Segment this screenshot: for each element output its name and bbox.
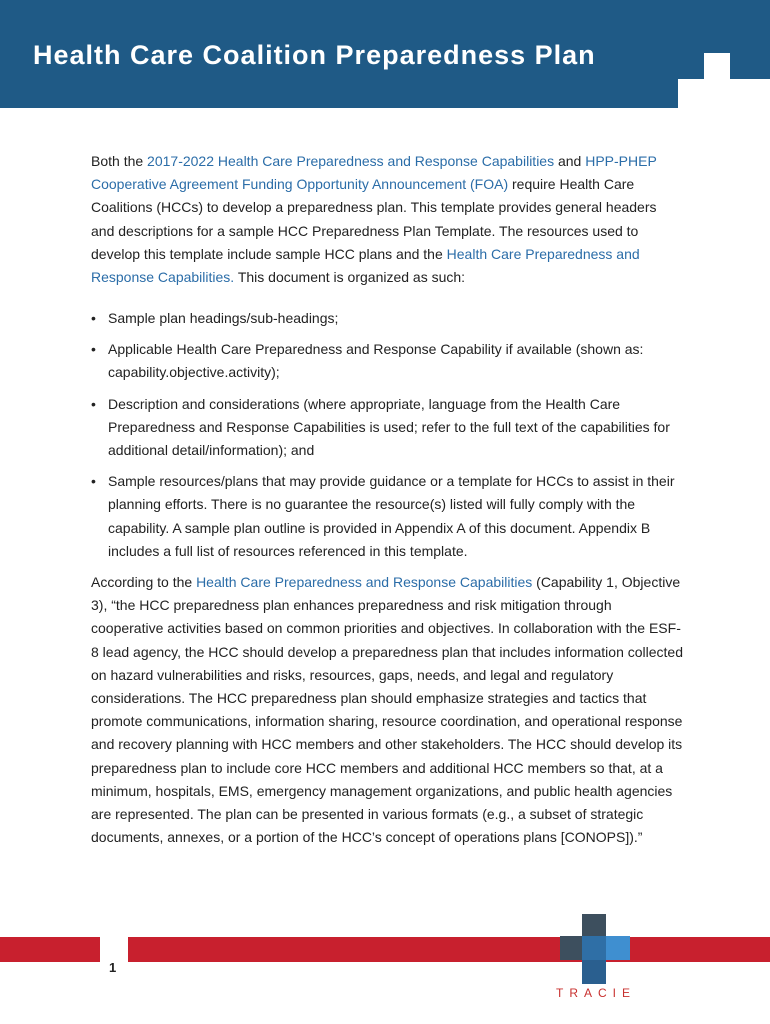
bullet-list bbox=[91, 307, 683, 563]
intro-paragraph: Both the 2017-2022 Health Care Preparedness and Response Capabilities and HPP-PHEP Cooperative Agreement Funding Opportunity Announcement (FOA) require Health Care Coalitions (HCCs) to develop a preparedness plan. This template provides general headers and descriptions for a sample HCC Preparedness Plan Template. The resources used to develop this template include sample HCC plans and the Health Care Preparedness and Response Capabilities. This document is organized as such: bbox=[91, 153, 657, 286]
header-cross-shape-horizontal bbox=[678, 79, 770, 108]
document-title: Health Care Coalition Preparedness Plan bbox=[33, 40, 596, 70]
list-item: • Sample resources/plans that may provide guidance or a template for HCCs to assist in their planning efforts. There is no guarantee the resource(s) listed will fully comply with the capability. A sample plan outline is provided in Appendix A of this document. Appendix B includes a full list of resources referenced in this template. bbox=[91, 470, 683, 563]
bullet-icon: • bbox=[91, 310, 96, 326]
footer-band bbox=[0, 937, 770, 962]
list-item: • Description and considerations (where appropriate, language from the Health Care Preparedness and Response Capabilities is used; refer to the full text of the capabilities for additional detail/information); and bbox=[91, 393, 683, 463]
logo-text: TRACIE bbox=[556, 986, 637, 1000]
capabilities-link[interactable]: 2017-2022 Health Care Preparedness and Response Capabilities bbox=[147, 153, 555, 169]
page-number: 1 bbox=[109, 960, 117, 975]
capabilities-link-3[interactable]: Health Care Preparedness and Response Capabilities bbox=[196, 574, 533, 591]
document-body bbox=[91, 150, 683, 849]
list-item: • Sample plan headings/sub-headings; bbox=[91, 307, 683, 330]
bullet-icon: • bbox=[91, 341, 96, 358]
quote-paragraph: According to the Health Care Preparedness and Response Capabilities (Capability 1, Objective 3), “the HCC preparedness plan enhances preparedness and risk mitigation through cooperative activities based on common priorities and objectives. In collaboration with the ESF-8 lead agency, the HCC should develop a preparedness plan that includes information collected on hazard vulnerabilities and risks, resources, gaps, needs, and legal and regulatory considerations. The HCC preparedness plan should emphasize strategies and tactics that promote communications, information sharing, resource coordination, and operational response and recovery planning with HCC members and other stakeholders. The HCC should develop its preparedness plan to include core HCC members and additional HCC members so that, at a minimum, hospitals, EMS, emergency management organizations, and public health agencies are represented. The plan can be presented in various formats (e.g., a subset of strategic documents, annexes, or a portion of the HCC’s concept of operations plans [CONOPS]).” bbox=[91, 574, 683, 846]
page-header bbox=[0, 0, 770, 108]
list-item: • Applicable Health Care Preparedness and Response Capability if available (shown as: capability.objective.activity); bbox=[91, 338, 683, 384]
bullet-icon: • bbox=[91, 395, 96, 412]
bullet-icon: • bbox=[91, 473, 96, 490]
tracie-logo-icon bbox=[560, 914, 632, 984]
capabilities-link-2[interactable]: Health Care Preparedness and Response Capabilities. bbox=[91, 245, 640, 286]
foa-link[interactable]: HPP-PHEP Cooperative Agreement Funding Opportunity Announcement (FOA) bbox=[91, 153, 657, 193]
